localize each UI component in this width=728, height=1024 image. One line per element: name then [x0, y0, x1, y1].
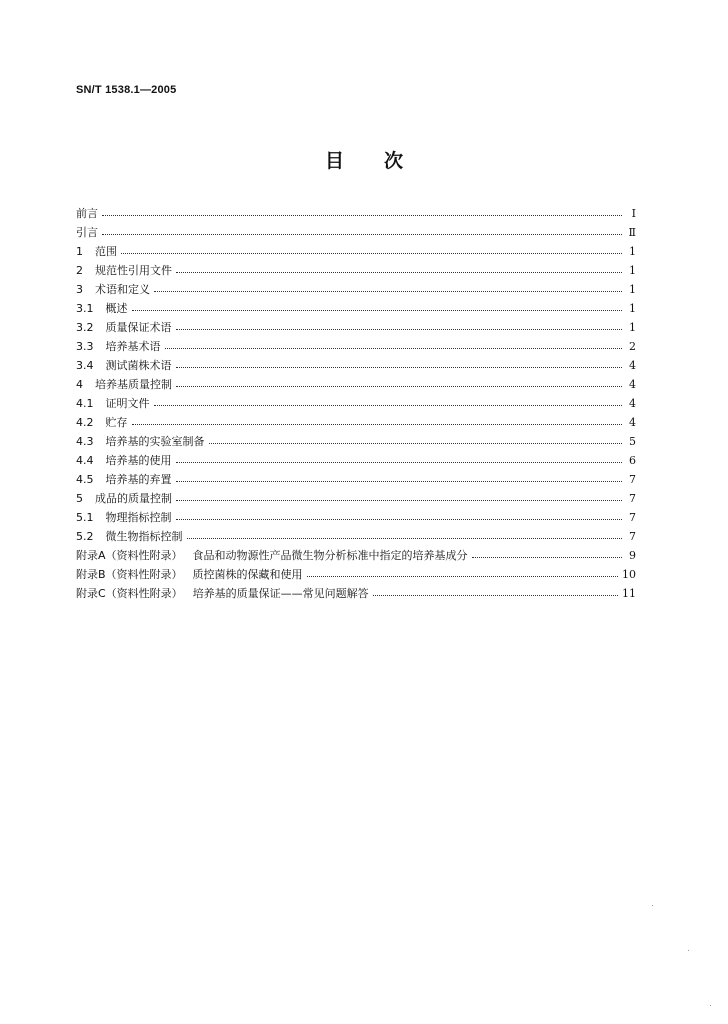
toc-dot-leader [176, 500, 622, 501]
toc-entry-page: 1 [629, 283, 636, 296]
toc-dot-leader [132, 310, 623, 311]
toc-entry[interactable] [76, 356, 636, 375]
toc-dot-leader [209, 443, 623, 444]
toc-entry-number: 4.1 [76, 397, 94, 410]
toc-entry-page: 7 [629, 511, 636, 524]
toc-entry-label: 概述 [105, 302, 128, 315]
toc-entry-label: 培养基的使用 [105, 454, 172, 467]
toc-entry[interactable] [76, 546, 636, 565]
toc-entry-label: 范围 [95, 245, 117, 258]
toc-entry-page: 1 [629, 321, 636, 334]
toc-dot-leader [102, 215, 622, 216]
toc-dot-leader [165, 348, 623, 349]
toc-entry-label: 测试菌株术语 [105, 359, 172, 372]
toc-dot-leader [373, 595, 618, 596]
toc-entry[interactable] [76, 280, 636, 299]
toc-dot-leader [176, 272, 622, 273]
scan-speck [688, 950, 689, 951]
toc-dot-leader [176, 367, 623, 368]
toc-entry[interactable] [76, 375, 636, 394]
toc-entry-page: 7 [629, 473, 636, 486]
toc-entry-page: I [631, 207, 636, 220]
toc-entry-number: 4 [76, 378, 83, 391]
toc-entry-page: 4 [629, 359, 636, 372]
document-code: SN/T 1538.1—2005 [76, 84, 177, 96]
toc-dot-leader [307, 576, 618, 577]
toc-entry-number: 附录B（资料性附录） [76, 568, 183, 581]
toc-entry-number: 2 [76, 264, 83, 277]
scan-speck [652, 905, 653, 906]
toc-entry-page: 7 [629, 492, 636, 505]
toc-entry[interactable] [76, 527, 636, 546]
toc-dot-leader [176, 462, 623, 463]
toc-entry-number: 4.4 [76, 454, 94, 467]
toc-entry-label: 质量保证术语 [105, 321, 172, 334]
toc-entry-label: 培养基的弃置 [105, 473, 172, 486]
toc-entry-number: 4.5 [76, 473, 94, 486]
toc-entry-page: 7 [629, 530, 636, 543]
toc-entry[interactable] [76, 318, 636, 337]
toc-entry-number: 3.4 [76, 359, 94, 372]
toc-entry-label: 食品和动物源性产品微生物分析标准中指定的培养基成分 [192, 549, 468, 562]
toc-entry[interactable] [76, 508, 636, 527]
toc-entry-label: 术语和定义 [95, 283, 150, 296]
toc-entry[interactable] [76, 204, 636, 223]
toc-entry-label: 成品的质量控制 [95, 492, 172, 505]
toc-dot-leader [176, 519, 623, 520]
toc-entry[interactable] [76, 565, 636, 584]
toc-entry-page: 2 [629, 340, 636, 353]
toc-entry-page: 10 [622, 568, 636, 581]
toc-entry-page: 4 [629, 397, 636, 410]
toc-dot-leader [187, 538, 623, 539]
toc-entry-number: 4.2 [76, 416, 94, 429]
toc-entry-label: 培养基的实验室制备 [105, 435, 205, 448]
toc-entry-page: 9 [629, 549, 636, 562]
toc-dot-leader [176, 386, 622, 387]
toc-entry-page: 4 [629, 416, 636, 429]
toc-entry[interactable] [76, 470, 636, 489]
toc-entry-number: 5.1 [76, 511, 94, 524]
toc-entry-page: 1 [629, 245, 636, 258]
toc-entry-label: 前言 [76, 207, 98, 220]
toc-entry-label: 证明文件 [105, 397, 150, 410]
toc-entry[interactable] [76, 337, 636, 356]
toc-entry-number: 4.3 [76, 435, 94, 448]
toc-entry[interactable] [76, 584, 636, 603]
toc-entry-label: 微生物指标控制 [105, 530, 183, 543]
toc-entry-label: 质控菌株的保藏和使用 [192, 568, 303, 581]
toc-entry-number: 1 [76, 245, 83, 258]
toc-entry-number: 3.1 [76, 302, 94, 315]
toc-entry-page: 11 [622, 587, 636, 600]
toc-entry-page: 1 [629, 264, 636, 277]
toc-entry-label: 培养基的质量保证——常见问题解答 [192, 587, 369, 600]
toc-entry-number: 5 [76, 492, 83, 505]
toc-entry[interactable] [76, 489, 636, 508]
toc-entry-number: 附录A（资料性附录） [76, 549, 183, 562]
toc-entry-page: Ⅱ [628, 226, 636, 239]
toc-entry[interactable] [76, 394, 636, 413]
toc-entry-label: 培养基术语 [105, 340, 161, 353]
toc-entry-page: 5 [629, 435, 636, 448]
scan-speck [710, 1005, 711, 1006]
toc-entry-label: 贮存 [105, 416, 128, 429]
toc-entry-label: 引言 [76, 226, 98, 239]
toc-entry-number: 附录C（资料性附录） [76, 587, 183, 600]
toc-entry[interactable] [76, 413, 636, 432]
title-char-1: 目 [324, 150, 344, 172]
toc-entry[interactable] [76, 261, 636, 280]
toc-dot-leader [154, 405, 623, 406]
toc-entry-number: 5.2 [76, 530, 94, 543]
toc-dot-leader [176, 329, 623, 330]
toc-dot-leader [472, 557, 622, 558]
table-of-contents [76, 204, 636, 603]
toc-dot-leader [121, 253, 622, 254]
toc-entry[interactable] [76, 223, 636, 242]
toc-entry-number: 3.3 [76, 340, 94, 353]
toc-entry-page: 6 [629, 454, 636, 467]
page-title [0, 146, 728, 173]
toc-dot-leader [176, 481, 623, 482]
toc-entry[interactable] [76, 451, 636, 470]
toc-entry-label: 物理指标控制 [105, 511, 172, 524]
toc-entry-label: 规范性引用文件 [95, 264, 172, 277]
toc-entry-number: 3.2 [76, 321, 94, 334]
toc-entry-page: 4 [629, 378, 636, 391]
toc-entry-number: 3 [76, 283, 83, 296]
toc-entry-label: 培养基质量控制 [95, 378, 172, 391]
toc-entry[interactable] [76, 299, 636, 318]
toc-entry[interactable] [76, 242, 636, 261]
toc-entry[interactable] [76, 432, 636, 451]
toc-dot-leader [102, 234, 622, 235]
toc-dot-leader [132, 424, 623, 425]
toc-entry-page: 1 [629, 302, 636, 315]
toc-dot-leader [154, 291, 622, 292]
title-char-2: 次 [384, 150, 404, 172]
